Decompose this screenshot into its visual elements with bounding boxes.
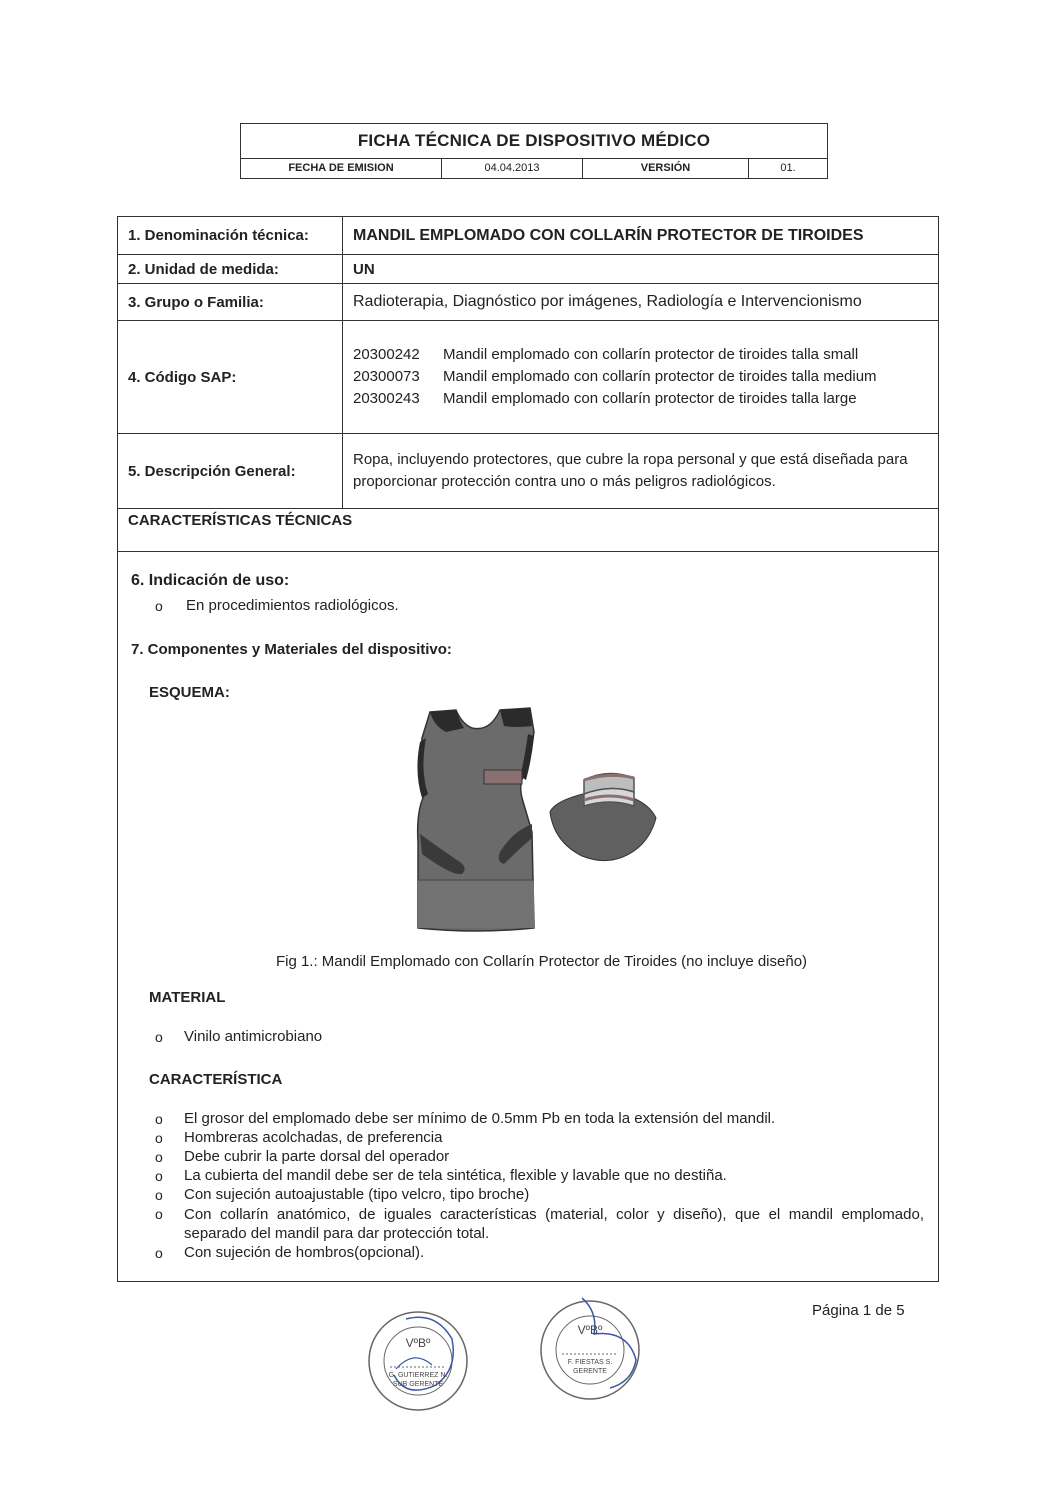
list-item: Con collarín anatómico, de iguales características (material, color y diseño), que el mandil emplomado, separado del mandil para dar protección total. bbox=[184, 1206, 924, 1242]
row-label: 3. Grupo o Familia: bbox=[118, 284, 343, 321]
seal-name: G. GUTIERREZ N. bbox=[388, 1372, 448, 1379]
sap-code: 20300243 bbox=[353, 390, 420, 407]
sap-codes-cell bbox=[343, 321, 939, 434]
seal-vb: VºBº bbox=[405, 1336, 431, 1350]
sap-desc: Mandil emplomado con collarín protector de tiroides talla large bbox=[443, 390, 857, 407]
bullet: o bbox=[155, 1029, 163, 1045]
sap-desc: Mandil emplomado con collarín protector de tiroides talla medium bbox=[443, 368, 877, 385]
emission-date-value: 04.04.2013 bbox=[442, 159, 583, 178]
sap-line bbox=[353, 388, 928, 410]
apron-collar-figure bbox=[412, 702, 682, 934]
seal-vb: VºBº bbox=[577, 1323, 603, 1337]
table-row bbox=[118, 217, 939, 255]
spec-table bbox=[117, 216, 939, 509]
row-label: 2. Unidad de medida: bbox=[118, 255, 343, 284]
list-item: Con sujeción autoajustable (tipo velcro, tipo broche) bbox=[184, 1186, 530, 1203]
sap-desc: Mandil emplomado con collarín protector de tiroides talla small bbox=[443, 346, 859, 363]
bullet: o bbox=[155, 1130, 163, 1146]
stamp-seal-gerente bbox=[536, 1294, 644, 1402]
lead-apron-image bbox=[417, 708, 534, 931]
bullet: o bbox=[155, 1245, 163, 1261]
group-value: Radioterapia, Diagnóstico por imágenes, Radiología e Intervencionismo bbox=[343, 284, 939, 321]
list-item: Hombreras acolchadas, de preferencia bbox=[184, 1129, 443, 1146]
figure-caption: Fig 1.: Mandil Emplomado con Collarín Protector de Tiroides (no incluye diseño) bbox=[275, 953, 808, 970]
seal-graphic bbox=[366, 1309, 470, 1413]
table-row bbox=[118, 321, 939, 434]
indication-title: 6. Indicación de uso: bbox=[131, 572, 290, 589]
version-value: 01. bbox=[780, 162, 796, 174]
list-item: El grosor del emplomado debe ser mínimo de 0.5mm Pb en toda la extensión del mandil. bbox=[184, 1110, 776, 1127]
seal-name: F. FIESTAS S. bbox=[567, 1359, 613, 1366]
material-item: Vinilo antimicrobiano bbox=[184, 1028, 323, 1045]
version-label: VERSIÓN bbox=[583, 159, 749, 178]
row-label: 5. Descripción General: bbox=[118, 434, 343, 509]
seal-graphic bbox=[536, 1294, 644, 1402]
technical-name-value: MANDIL EMPLOMADO CON COLLARÍN PROTECTOR DE TIROIDES bbox=[343, 217, 939, 255]
bullet: o bbox=[155, 1168, 163, 1184]
bullet: o bbox=[155, 1187, 163, 1203]
sap-code: 20300242 bbox=[353, 346, 420, 363]
emission-date-label: FECHA DE EMISION bbox=[241, 159, 442, 178]
bullet: o bbox=[155, 1206, 163, 1222]
row-label: 1. Denominación técnica: bbox=[118, 217, 343, 255]
page-number: Página 1 de 5 bbox=[812, 1302, 905, 1319]
components-title: 7. Componentes y Materiales del dispositivo: bbox=[131, 641, 452, 658]
sap-line bbox=[353, 366, 928, 388]
document-header bbox=[240, 123, 828, 179]
scheme-label: ESQUEMA: bbox=[149, 684, 230, 701]
list-item: Debe cubrir la parte dorsal del operador bbox=[184, 1148, 450, 1165]
thyroid-collar-image bbox=[550, 773, 656, 860]
header-meta-row bbox=[241, 159, 827, 178]
row-label: 4. Código SAP: bbox=[118, 321, 343, 434]
sap-code: 20300073 bbox=[353, 368, 420, 385]
stamp-seal-subgerente bbox=[366, 1309, 470, 1413]
bullet: o bbox=[155, 598, 163, 614]
characteristic-title: CARACTERÍSTICA bbox=[149, 1071, 283, 1088]
description-value: Ropa, incluyendo protectores, que cubre la ropa personal y que está diseñada para proporcionar protección contra uno o más peligros radiológicos. bbox=[343, 434, 939, 509]
sap-line bbox=[353, 344, 928, 366]
table-row bbox=[118, 434, 939, 509]
unit-value: UN bbox=[343, 255, 939, 284]
bullet: o bbox=[155, 1111, 163, 1127]
seal-role: SUB GERENTE bbox=[392, 1381, 444, 1388]
seal-role: GERENTE bbox=[573, 1368, 607, 1375]
document-title: FICHA TÉCNICA DE DISPOSITIVO MÉDICO bbox=[241, 124, 827, 159]
bullet: o bbox=[155, 1149, 163, 1165]
table-row bbox=[118, 284, 939, 321]
technical-characteristics-heading: CARACTERÍSTICAS TÉCNICAS bbox=[118, 508, 938, 552]
list-item: La cubierta del mandil debe ser de tela sintética, flexible y lavable que no destiña. bbox=[184, 1167, 727, 1184]
list-item: Con sujeción de hombros(opcional). bbox=[184, 1244, 425, 1261]
material-title: MATERIAL bbox=[149, 989, 226, 1006]
indication-item: En procedimientos radiológicos. bbox=[186, 597, 399, 614]
table-row bbox=[118, 255, 939, 284]
